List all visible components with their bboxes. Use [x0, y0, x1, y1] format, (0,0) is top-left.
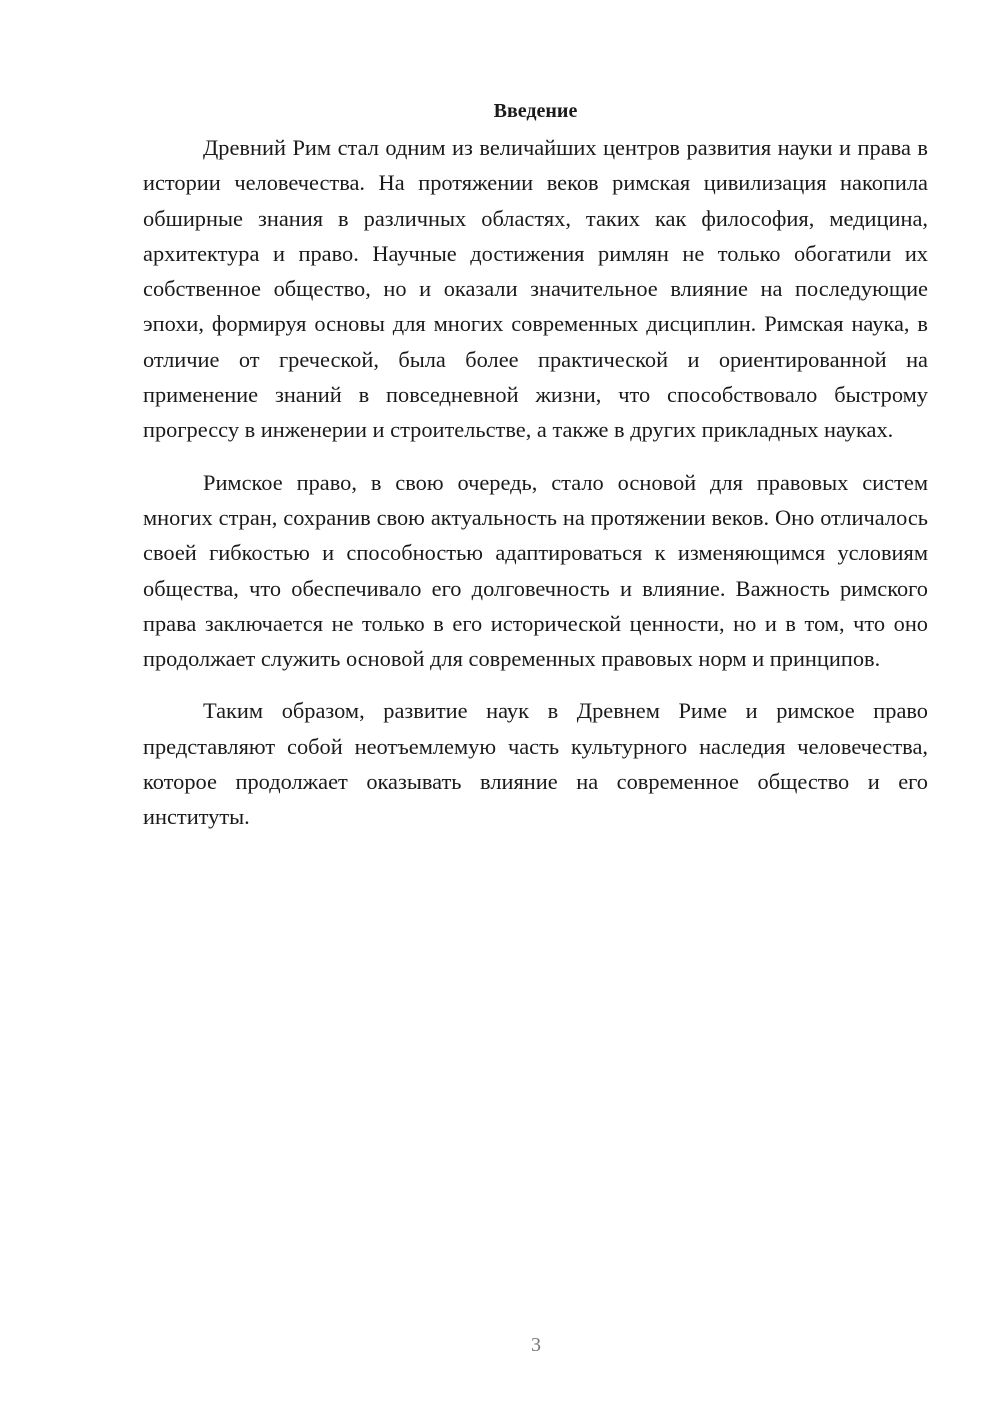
paragraph-roman-law: Римское право, в свою очередь, стало основой для правовых систем многих стран, сохранив свою актуальность на протяжении веков. Оно отличалось своей гибкостью и способностью адаптироваться к изменяющимся условиям общества, что обеспечивало его долговечность и влияние. Важность римского права заключается не только в его исторической ценности, но и в том, что оно продолжает служить основой для современных правовых норм и принципов. [143, 469, 928, 672]
paragraph-intro: Древний Рим стал одним из величайших центров развития науки и права в истории человечества. На протяжении веков римская цивилизация накопила обширные знания в различных областях, таких как философия, медицина, архитектура и право. Научные достижения римлян не только обогатили их собственное общество, но и оказали значительное влияние на последующие эпохи, формируя основы для многих современных дисциплин. Римская наука, в отличие от греческой, была более практической и ориентированной на применение знаний в повседневной жизни, что способствовало быстрому прогрессу в инженерии и строительстве, а также в других прикладных науках. [143, 135, 928, 443]
document-body [143, 96, 928, 852]
section-heading: Введение [493, 100, 578, 122]
paragraph-conclusion: Таким образом, развитие наук в Древнем Риме и римское право представляют собой неотъемлемую часть культурного наследия человечества, которое продолжает оказывать влияние на современное общество и его институты. [143, 698, 928, 830]
page-number: 3 [531, 1334, 541, 1356]
